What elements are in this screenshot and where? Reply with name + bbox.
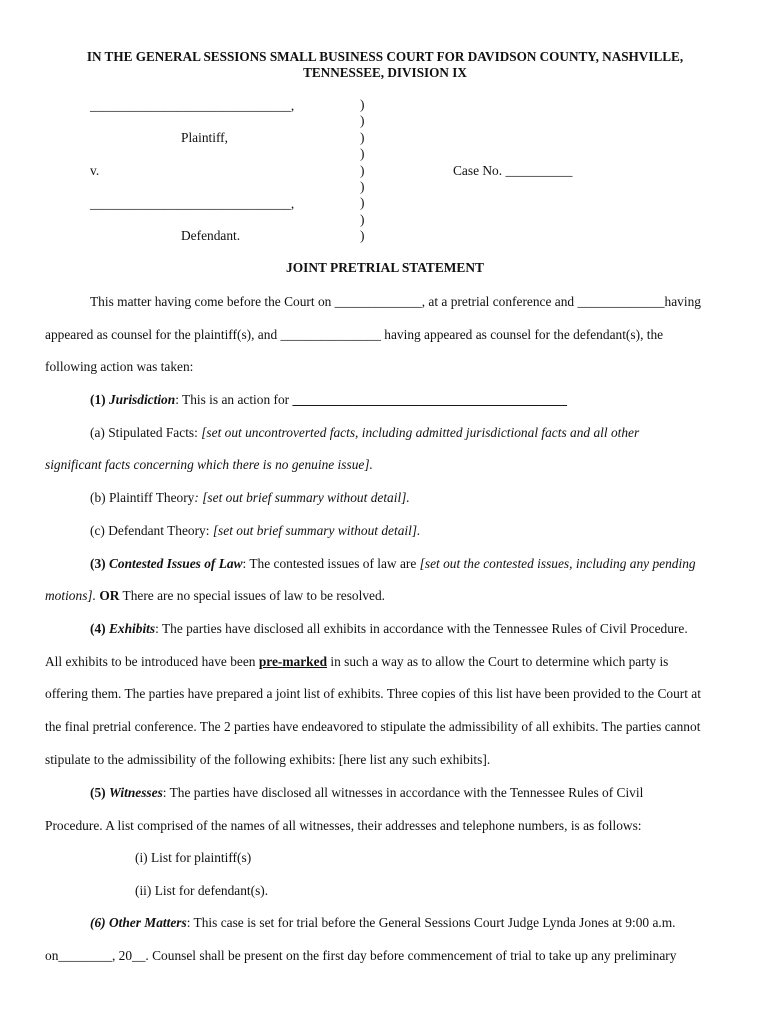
caption-bracket: ) xyxy=(360,129,365,145)
case-number: Case No. __________ xyxy=(453,163,573,178)
stipulated-facts-line-1 xyxy=(90,425,639,441)
jurisdiction-heading: Jurisdiction xyxy=(108,392,176,407)
exhibits-number: (4) xyxy=(90,621,109,636)
document-title: JOINT PRETRIAL STATEMENT xyxy=(286,260,484,275)
caption-bracket: ) xyxy=(360,113,365,129)
plaintiff-theory xyxy=(90,490,410,506)
exhibits-line-5: stipulate to the admissibility of the following exhibits: [here list any such exhibits]. xyxy=(45,752,491,767)
contested-text: : The contested issues of law are xyxy=(242,556,420,571)
plaintiff-theory-text: : [set out brief summary without detail]. xyxy=(194,490,410,505)
intro-line-1: This matter having come before the Court on _____________, at a pretrial conference and _____________having xyxy=(90,294,701,309)
caption-bracket: ) xyxy=(360,162,365,178)
witnesses-line-1 xyxy=(90,785,643,801)
defendant-theory-label: (c) Defendant Theory: xyxy=(90,523,213,538)
defendant-label: Defendant. xyxy=(181,228,241,243)
caption-bracket: ) xyxy=(360,228,365,244)
jurisdiction-section xyxy=(90,392,567,408)
contested-italic-2: motions]. xyxy=(45,588,96,603)
other-matters-line-1 xyxy=(90,915,676,931)
caption-bracket: ) xyxy=(360,195,365,211)
intro-line-2: appeared as counsel for the plaintiff(s), and _______________ having appeared as counsel for the defendant(s), the xyxy=(45,327,664,342)
exhibits-text-1: : The parties have disclosed all exhibits in accordance with the Tennessee Rules of Civil Procedure. xyxy=(155,621,688,636)
witnesses-number: (5) xyxy=(90,785,109,800)
other-matters-text-1: : This case is set for trial before the General Sessions Court Judge Lynda Jones at 9:00 a.m. xyxy=(186,915,676,930)
witnesses-text-1: : The parties have disclosed all witnesses in accordance with the Tennessee Rules of Civil xyxy=(162,785,644,800)
exhibits-line-1 xyxy=(90,621,688,637)
contested-issues-line-1 xyxy=(90,556,696,572)
defendant-theory xyxy=(90,523,420,539)
stipulated-facts-label: (a) Stipulated Facts: xyxy=(90,425,202,440)
contested-or: OR xyxy=(95,588,120,603)
contested-italic-1: [set out the contested issues, including any pending xyxy=(419,556,696,571)
stipulated-facts-text: [set out uncontroverted facts, including admitted jurisdictional facts and all other xyxy=(201,425,640,440)
exhibits-text-2b: in such a way as to allow the Court to determine which party is xyxy=(327,654,669,669)
intro-line-3: following action was taken: xyxy=(45,359,194,374)
contested-number: (3) xyxy=(90,556,109,571)
witness-list-defendant: (ii) List for defendant(s). xyxy=(135,883,269,898)
pre-marked-emphasis: pre-marked xyxy=(258,654,328,669)
witnesses-heading: Witnesses xyxy=(108,785,163,800)
court-heading-line-2: TENNESSEE, DIVISION IX xyxy=(303,65,467,80)
jurisdiction-blank: _________________________________________ xyxy=(292,392,567,407)
caption-bracket: ) xyxy=(360,97,365,112)
exhibits-heading: Exhibits xyxy=(108,621,156,636)
other-matters-heading: (6) Other Matters xyxy=(90,915,187,930)
plaintiff-label: Plaintiff, xyxy=(181,130,228,145)
jurisdiction-number: (1) xyxy=(90,392,109,407)
jurisdiction-text: : This is an action for xyxy=(175,392,293,407)
witnesses-line-2: Procedure. A list comprised of the names of all witnesses, their addresses and telephone numbers, is as follows: xyxy=(45,818,642,833)
witness-list-plaintiff: (i) List for plaintiff(s) xyxy=(135,850,252,865)
versus-label: v. xyxy=(90,163,100,178)
plaintiff-theory-label: (b) Plaintiff Theory xyxy=(90,490,195,505)
contested-heading: Contested Issues of Law xyxy=(108,556,243,571)
stipulated-facts-line-2: significant facts concerning which there is no genuine issue]. xyxy=(45,457,373,472)
contested-issues-line-2 xyxy=(45,588,385,604)
other-matters-line-2: on________, 20__. Counsel shall be present on the first day before commencement of trial to take up any preliminary xyxy=(45,948,677,963)
exhibits-line-2 xyxy=(45,654,668,670)
caption-bracket: ) xyxy=(360,179,365,194)
exhibits-line-4: the final pretrial conference. The 2 parties have endeavored to stipulate the admissibility of all exhibits. The parties cannot xyxy=(45,719,701,734)
exhibits-text-2a: All exhibits to be introduced have been xyxy=(45,654,259,669)
defendant-theory-text: [set out brief summary without detail]. xyxy=(212,523,421,538)
defendant-name-blank: ______________________________, xyxy=(90,196,295,211)
contested-rest: There are no special issues of law to be resolved. xyxy=(119,588,386,603)
court-heading-line-1: IN THE GENERAL SESSIONS SMALL BUSINESS COURT FOR DAVIDSON COUNTY, NASHVILLE, xyxy=(86,49,684,64)
caption-bracket: ) xyxy=(360,146,365,162)
caption-bracket: ) xyxy=(360,211,365,227)
plaintiff-name-blank: ______________________________, xyxy=(90,98,295,113)
exhibits-line-3: offering them. The parties have prepared a joint list of exhibits. Three copies of this list have been provided to the Court at xyxy=(45,686,701,701)
